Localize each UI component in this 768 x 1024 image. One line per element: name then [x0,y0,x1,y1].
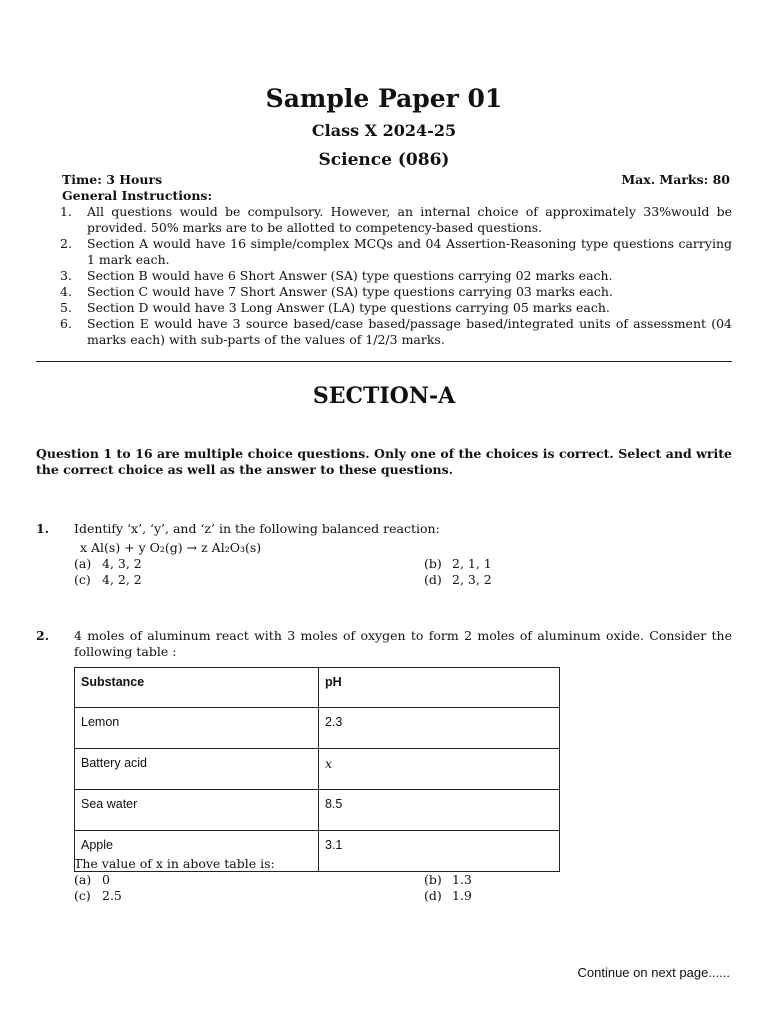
continue-note: Continue on next page...... [577,965,730,980]
table-row [75,790,560,831]
subject-line: Science (086) [318,150,450,170]
class-line: Class X 2024-25 [311,121,457,140]
question-number: 2. [36,628,50,643]
instructions-list [60,204,732,348]
instruction-number: 1. [60,204,72,219]
option-value: 2, 3, 2 [452,572,492,587]
option-label: (d) [424,888,442,903]
table-cell: Lemon [75,708,319,749]
instruction-item [60,204,732,236]
option-label: (b) [424,556,442,571]
option-label: (d) [424,572,442,587]
ph-table [74,667,560,872]
option-label: (c) [74,572,91,587]
instruction-item [60,236,732,268]
instruction-item [60,268,732,284]
option-c[interactable] [74,888,122,904]
option-b[interactable] [424,872,472,888]
table-cell: 3.1 [319,831,560,872]
option-b[interactable] [424,556,492,572]
option-a[interactable] [74,872,110,888]
section-divider [36,361,732,362]
section-title: SECTION-A [312,383,456,409]
option-label: (a) [74,556,92,571]
question-text: Identify ‘x’, ‘y’, and ‘z’ in the following balanced reaction: [74,521,440,536]
instruction-item [60,300,732,316]
option-value: 4, 3, 2 [102,556,142,571]
options [74,872,732,904]
question-number: 1. [36,521,50,536]
option-value: 1.9 [452,888,472,903]
instruction-number: 3. [60,268,72,283]
instruction-number: 5. [60,300,72,315]
table-cell: 2.3 [319,708,560,749]
instruction-text: Section E would have 3 source based/case based/passage based/integrated units of assessment (04 marks each) with sub-parts of the values of 1/2/3 marks. [87,316,732,347]
instruction-item [60,316,732,348]
option-value: 1.3 [452,872,472,887]
table-row [75,749,560,790]
table-cell: Battery acid [75,749,319,790]
option-c[interactable] [74,572,142,588]
table-header: Substance [75,668,319,708]
options [74,556,732,588]
table-cell: Apple [75,831,319,872]
time-allowed: Time: 3 Hours [62,172,163,187]
option-d[interactable] [424,888,472,904]
table-cell: x [319,749,560,790]
option-value: 4, 2, 2 [102,572,142,587]
instruction-number: 6. [60,316,72,331]
option-value: 2, 1, 1 [452,556,492,571]
instruction-text: Section B would have 6 Short Answer (SA) type questions carrying 02 marks each. [87,268,613,283]
instruction-item [60,284,732,300]
paper-title: Sample Paper 01 [265,84,503,113]
instruction-text: Section D would have 3 Long Answer (LA) type questions carrying 05 marks each. [87,300,610,315]
table-header-row [75,668,560,708]
general-instructions-heading: General Instructions: [62,188,213,203]
table-cell: 8.5 [319,790,560,831]
table-row [75,708,560,749]
section-instruction: Question 1 to 16 are multiple choice questions. Only one of the choices is correct. Select and write the correct choice as well as the answer to these questions. [36,446,732,477]
chemical-equation: x Al(s) + y O₂(g) → z Al₂O₃(s) [80,540,262,555]
instruction-number: 4. [60,284,72,299]
table-cell: Sea water [75,790,319,831]
option-label: (c) [74,888,91,903]
option-label: (b) [424,872,442,887]
option-label: (a) [74,872,92,887]
max-marks: Max. Marks: 80 [621,172,730,187]
instruction-text: Section A would have 16 simple/complex MCQs and 04 Assertion-Reasoning type questions carrying 1 mark each. [87,236,732,267]
option-value: 2.5 [102,888,122,903]
option-d[interactable] [424,572,492,588]
option-a[interactable] [74,556,142,572]
followup-text: The value of x in above table is: [74,856,275,871]
option-value: 0 [102,872,110,887]
instruction-text: Section C would have 7 Short Answer (SA) type questions carrying 03 marks each. [87,284,613,299]
question-text: 4 moles of aluminum react with 3 moles of oxygen to form 2 moles of aluminum oxide. Consider the following table : [74,628,732,659]
instruction-text: All questions would be compulsory. However, an internal choice of approximately 33%would be provided. 50% marks are to be allotted to competency-based questions. [87,204,732,235]
question-2-followup [74,856,732,904]
table-header: pH [319,668,560,708]
instruction-number: 2. [60,236,72,251]
